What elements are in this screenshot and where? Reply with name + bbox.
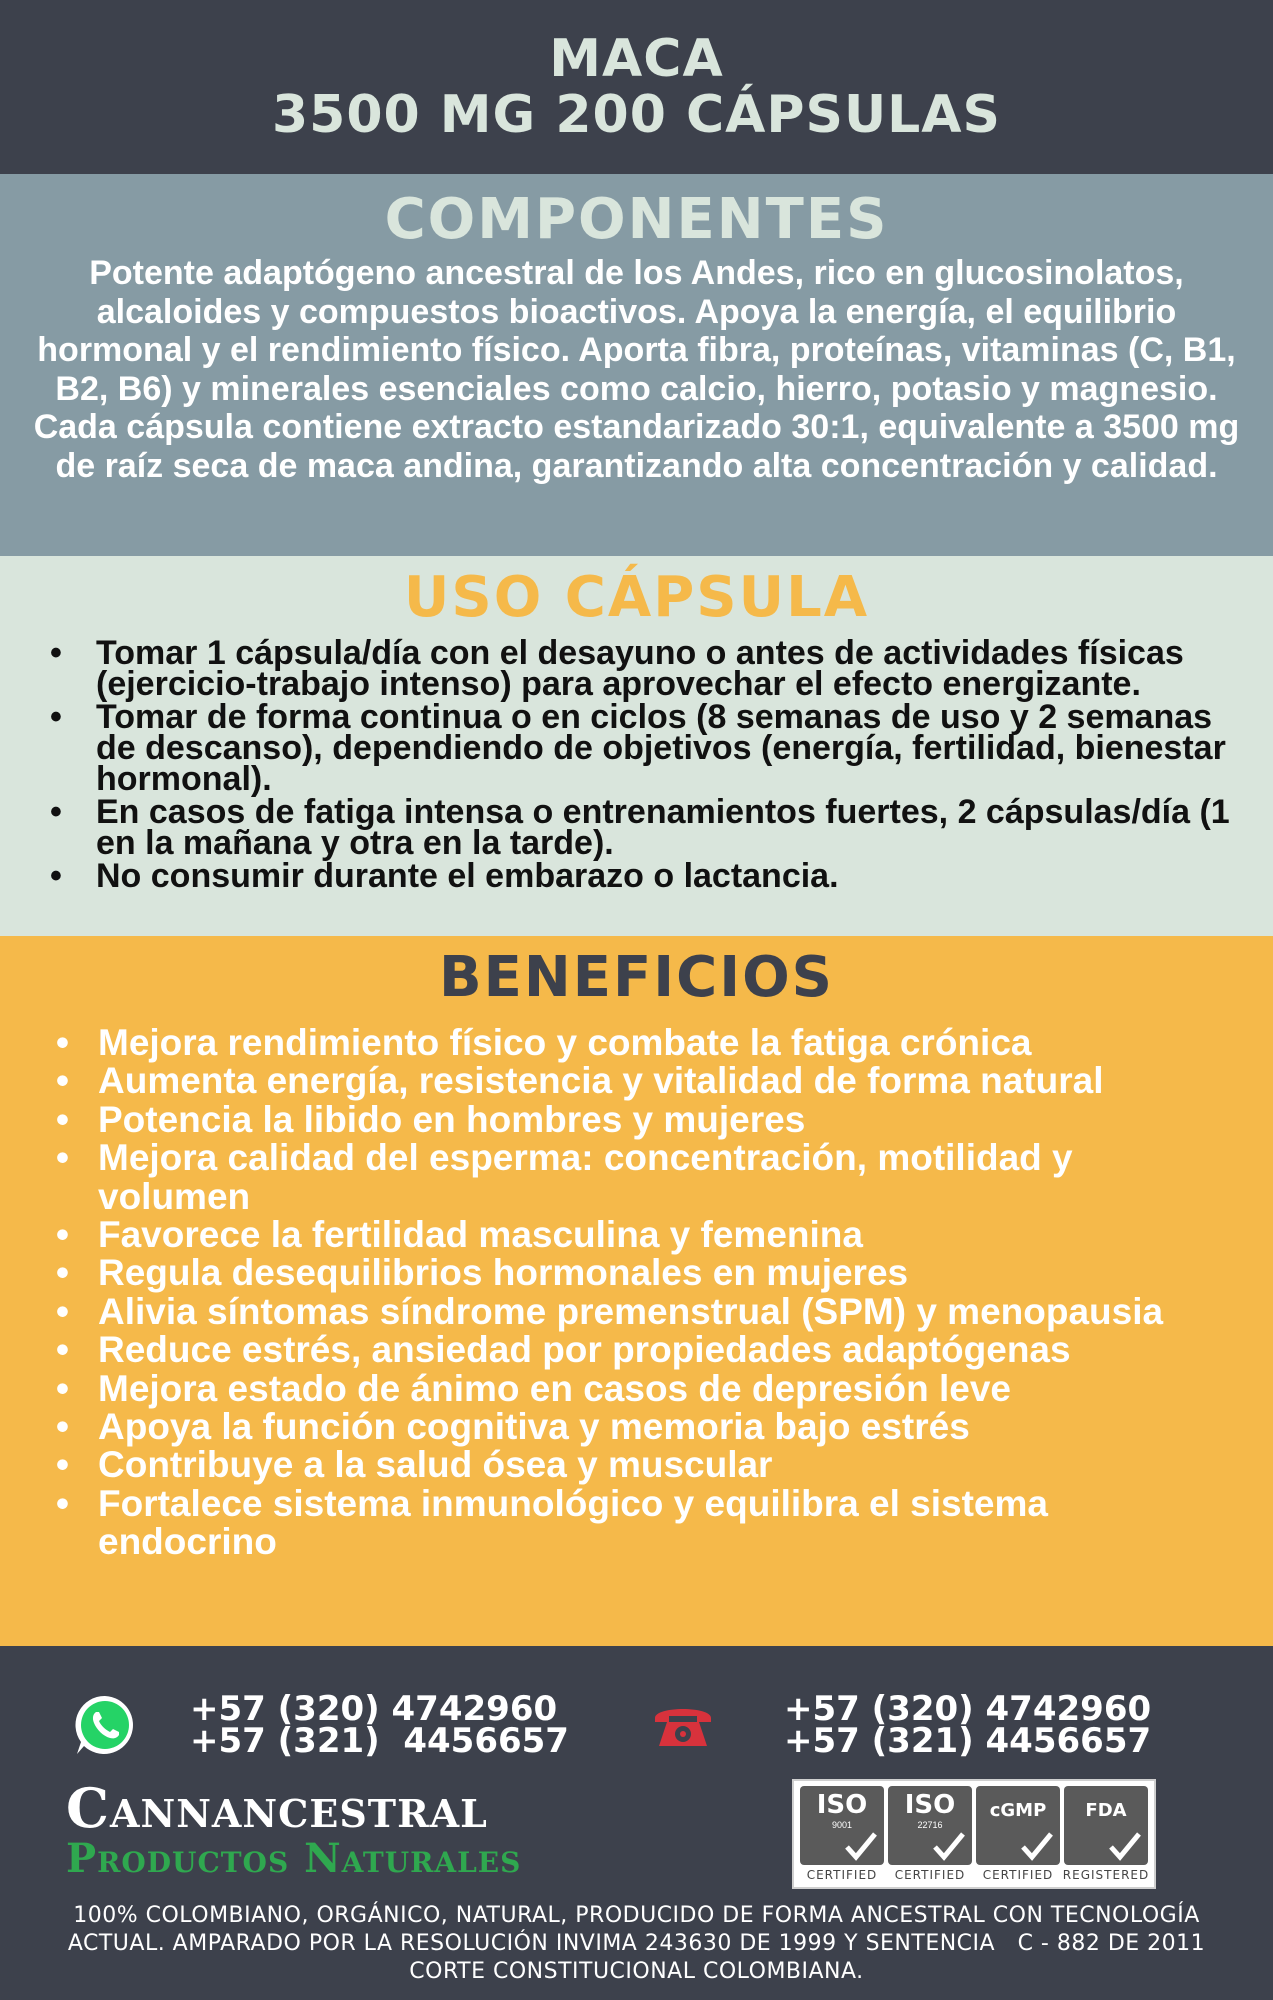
list-item: • Favorece la fertilidad masculina y femenina [56, 1216, 1233, 1254]
list-item: • Tomar de forma continua o en ciclos (8 semanas de uso y 2 semanas de descanso), dependiendo de objetivos (energía, fertilidad, bienestar hormonal). [50, 702, 1233, 795]
beneficios-list [0, 1014, 1273, 1562]
list-item: • Mejora estado de ánimo en casos de depresión leve [56, 1370, 1233, 1408]
telephone-phone-2[interactable]: +57 (321) 4456657 [784, 1721, 1152, 1761]
list-item: • Apoya la función cognitiva y memoria bajo estrés [56, 1408, 1233, 1446]
list-item: • Contribuye a la salud ósea y muscular [56, 1446, 1233, 1484]
list-item: • Alivia síntomas síndrome premenstrual (SPM) y menopausia [56, 1293, 1233, 1331]
check-icon [844, 1831, 878, 1861]
beneficios-section [0, 936, 1273, 1646]
list-item: • Mejora calidad del esperma: concentración, motilidad y volumen [56, 1139, 1233, 1216]
legal-disclaimer [0, 1902, 1273, 1986]
telephone-contact[interactable] [650, 1689, 1152, 1761]
brand-name: Cannancestral [66, 1776, 488, 1840]
beneficios-title: BENEFICIOS [438, 945, 835, 1010]
iso-22716-badge: ISO 22716 CERTIFIED [888, 1786, 972, 1882]
whatsapp-contact[interactable] [72, 1689, 569, 1761]
legal-line-2: ACTUAL. AMPARADO POR LA RESOLUCIÓN INVIMA 243630 DE 1999 Y SENTENCIA C - 882 DE 2011 [67, 1931, 1206, 1956]
componentes-section [0, 174, 1273, 556]
fda-badge: FDA REGISTERED [1064, 1786, 1148, 1882]
list-item: • Mejora rendimiento físico y combate la fatiga crónica [56, 1024, 1233, 1062]
list-item: • Potencia la libido en hombres y mujeres [56, 1101, 1233, 1139]
footer [0, 1646, 1273, 2000]
whatsapp-phone-2[interactable]: +57 (321) 4456657 [190, 1721, 569, 1761]
uso-title: USO CÁPSULA [403, 565, 870, 630]
telephone-numbers [784, 1689, 1152, 1761]
telephone-phone-1[interactable]: +57 (320) 4742960 [784, 1689, 1152, 1729]
list-item: • En casos de fatiga intensa o entrenamientos fuertes, 2 cápsulas/día (1 en la mañana y otra en la tarde). [50, 797, 1233, 859]
check-icon [1020, 1831, 1054, 1861]
iso-9001-badge: ISO 9001 CERTIFIED [800, 1786, 884, 1882]
list-item: • Aumenta energía, resistencia y vitalidad de forma natural [56, 1062, 1233, 1100]
check-icon [932, 1831, 966, 1861]
cgmp-badge: cGMP CERTIFIED [976, 1786, 1060, 1882]
whatsapp-phone-1[interactable]: +57 (320) 4742960 [190, 1689, 558, 1729]
header [0, 0, 1273, 174]
componentes-title: COMPONENTES [384, 187, 889, 252]
componentes-text: Potente adaptógeno ancestral de los Andes, rico en glucosinolatos, alcaloides y compuestos bioactivos. Apoya la energía, el equilibrio hormonal y el rendimiento físico. Aporta fibra, proteínas, vitaminas (C, B1, B2, B6) y minerales esenciales como calcio, hierro, potasio y magnesio. Cada cápsula contiene extracto estandarizado 30:1, equivalente a 3500 mg de raíz seca de maca andina, garantizando alta concentración y calidad. [33, 254, 1240, 485]
list-item: • Regula desequilibrios hormonales en mujeres [56, 1254, 1233, 1292]
list-item: • No consumir durante el embarazo o lactancia. [50, 861, 1233, 892]
brand-subtitle: Productos Naturales [66, 1835, 522, 1882]
list-item: • Fortalece sistema inmunológico y equilibra el sistema endocrino [56, 1485, 1233, 1562]
whatsapp-numbers [190, 1689, 569, 1761]
uso-list [0, 630, 1273, 895]
product-name: MACA [549, 29, 724, 89]
legal-line-1: 100% COLOMBIANO, ORGÁNICO, NATURAL, PRODUCIDO DE FORMA ANCESTRAL CON TECNOLOGÍA [73, 1903, 1200, 1928]
product-spec: 3500 MG 200 CÁPSULAS [271, 85, 1002, 145]
list-item: • Tomar 1 cápsula/día con el desayuno o antes de actividades físicas (ejercicio-trabajo intenso) para aprovechar el efecto energizante. [50, 638, 1233, 700]
brand-logo [66, 1778, 521, 1880]
whatsapp-icon [72, 1692, 138, 1758]
uso-section [0, 556, 1273, 936]
certification-badges [792, 1779, 1156, 1889]
check-icon [1108, 1831, 1142, 1861]
telephone-icon [650, 1692, 716, 1758]
legal-line-3: CORTE CONSTITUCIONAL COLOMBIANA. [409, 1959, 864, 1984]
list-item: • Reduce estrés, ansiedad por propiedades adaptógenas [56, 1331, 1233, 1369]
